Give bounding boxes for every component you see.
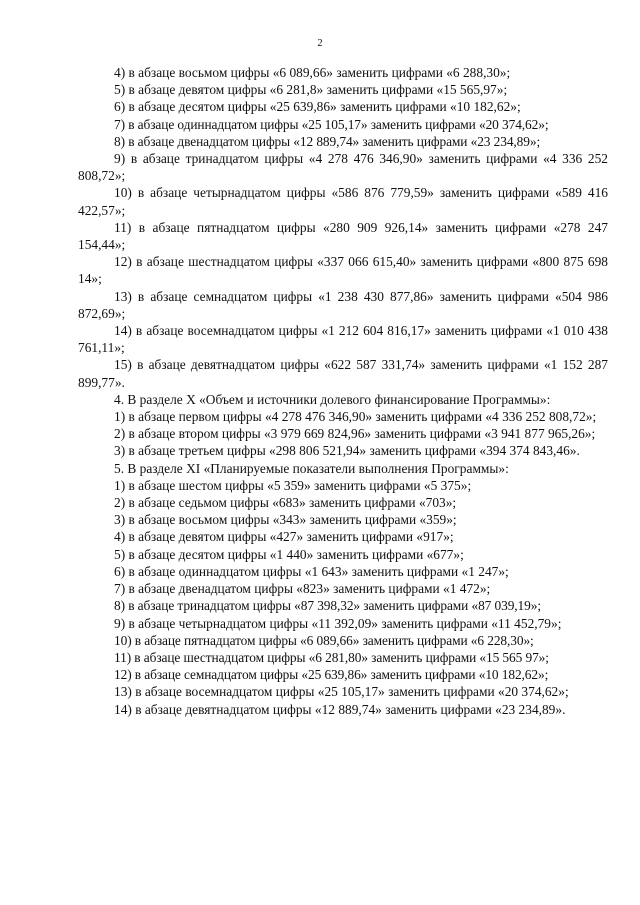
section-heading-xi: 5. В разделе XI «Планируемые показатели выполнения Программы»: — [114, 460, 509, 476]
amendment-paragraph: 5) в абзаце десятом цифры «1 440» заменить цифрами «677»; — [114, 546, 464, 562]
amendment-paragraph: 9) в абзаце четырнадцатом цифры «11 392,09» заменить цифрами «11 452,79»; — [114, 615, 562, 631]
amendment-paragraph: 12) в абзаце шестнадцатом цифры «337 066 615,40» заменить цифрами «800 875 698 14»; — [78, 254, 608, 287]
amendment-paragraph: 1) в абзаце шестом цифры «5 359» заменить цифрами «5 375»; — [114, 477, 472, 493]
amendment-paragraph: 2) в абзаце втором цифры «3 979 669 824,96» заменить цифрами «3 941 877 965,26»; — [114, 426, 596, 442]
document-body — [78, 64, 608, 718]
amendment-paragraph: 6) в абзаце одиннадцатом цифры «1 643» заменить цифрами «1 247»; — [114, 563, 509, 579]
amendment-paragraph: 3) в абзаце восьмом цифры «343» заменить цифрами «359»; — [114, 512, 457, 528]
amendment-paragraph: 13) в абзаце семнадцатом цифры «1 238 430 877,86» заменить цифрами «504 986 872,69»; — [78, 288, 608, 321]
amendment-paragraph: 11) в абзаце шестнадцатом цифры «6 281,80» заменить цифрами «15 565 97»; — [114, 649, 549, 665]
amendment-paragraph: 1) в абзаце первом цифры «4 278 476 346,90» заменить цифрами «4 336 252 808,72»; — [114, 409, 597, 425]
amendment-paragraph: 4) в абзаце восьмом цифры «6 089,66» заменить цифрами «6 288,30»; — [114, 65, 511, 80]
amendment-paragraph: 5) в абзаце девятом цифры «6 281,8» заменить цифрами «15 565,97»; — [114, 82, 508, 98]
amendment-paragraph: 7) в абзаце двенадцатом цифры «823» заменить цифрами «1 472»; — [114, 581, 491, 597]
amendment-paragraph: 3) в абзаце третьем цифры «298 806 521,94» заменить цифрами «394 374 843,46». — [114, 443, 580, 459]
amendment-paragraph: 14) в абзаце восемнадцатом цифры «1 212 604 816,17» заменить цифрами «1 010 438 761,11»; — [78, 323, 608, 356]
amendment-paragraph: 9) в абзаце тринадцатом цифры «4 278 476 346,90» заменить цифрами «4 336 252 808,72»; — [78, 151, 608, 184]
amendment-paragraph: 8) в абзаце тринадцатом цифры «87 398,32» заменить цифрами «87 039,19»; — [114, 598, 541, 614]
amendment-paragraph: 7) в абзаце одиннадцатом цифры «25 105,17» заменить цифрами «20 374,62»; — [114, 116, 549, 132]
amendment-paragraph: 12) в абзаце семнадцатом цифры «25 639,86» заменить цифрами «10 182,62»; — [114, 667, 549, 683]
page-number: 2 — [317, 38, 323, 49]
amendment-paragraph: 10) в абзаце четырнадцатом цифры «586 876 779,59» заменить цифрами «589 416 422,57»; — [78, 185, 608, 218]
amendment-paragraph: 10) в абзаце пятнадцатом цифры «6 089,66» заменить цифрами «6 228,30»; — [114, 632, 534, 648]
amendment-paragraph: 11) в абзаце пятнадцатом цифры «280 909 926,14» заменить цифрами «278 247 154,44»; — [78, 219, 608, 253]
amendment-paragraph: 6) в абзаце десятом цифры «25 639,86» заменить цифрами «10 182,62»; — [114, 99, 521, 115]
amendment-paragraph: 15) в абзаце девятнадцатом цифры «622 587 331,74» заменить цифрами «1 152 287 899,77». — [78, 357, 608, 390]
amendment-paragraph: 13) в абзаце восемнадцатом цифры «25 105,17» заменить цифрами «20 374,62»; — [114, 684, 569, 700]
amendment-paragraph: 4) в абзаце девятом цифры «427» заменить цифрами «917»; — [114, 529, 454, 545]
section-heading-x: 4. В разделе X «Объем и источники долевого финансирование Программы»: — [114, 391, 551, 407]
amendment-paragraph: 2) в абзаце седьмом цифры «683» заменить цифрами «703»; — [114, 495, 457, 511]
amendment-paragraph: 8) в абзаце двенадцатом цифры «12 889,74» заменить цифрами «23 234,89»; — [114, 133, 541, 149]
amendment-paragraph: 14) в абзаце девятнадцатом цифры «12 889,74» заменить цифрами «23 234,89». — [114, 701, 566, 717]
